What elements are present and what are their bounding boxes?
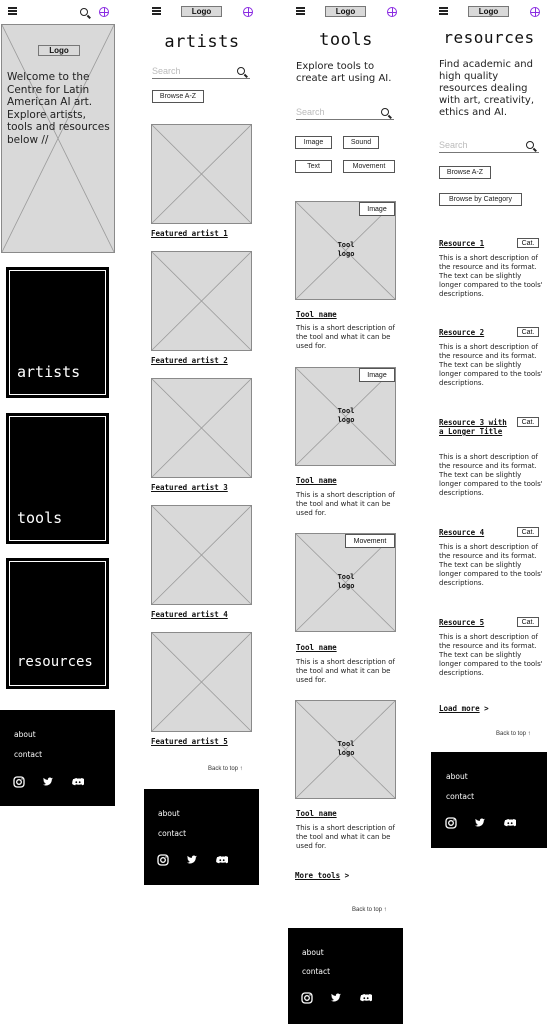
twitter-icon[interactable]: [330, 992, 342, 1004]
featured-artist-image[interactable]: [151, 505, 252, 605]
header-logo[interactable]: Logo: [181, 6, 222, 17]
filter-image-button[interactable]: Image: [295, 136, 332, 149]
footer-contact-link[interactable]: contact: [302, 967, 331, 976]
twitter-icon[interactable]: [186, 854, 198, 866]
resources-card-label: resources: [17, 654, 93, 670]
placeholder-cross-icon: [152, 633, 251, 731]
footer: [0, 710, 115, 806]
welcome-text: Welcome to the Centre for Latin American AI art. Explore artists, tools and resources below //: [7, 71, 110, 146]
resources-screen: [431, 0, 547, 1024]
tool-name-link[interactable]: Tool name: [296, 476, 337, 485]
featured-artist-link[interactable]: Featured artist 1: [151, 229, 228, 238]
hamburger-menu-icon[interactable]: [296, 7, 305, 15]
tool-logo: Tool logo: [337, 573, 355, 590]
header-logo[interactable]: Logo: [468, 6, 509, 17]
search-input[interactable]: Search: [439, 140, 539, 153]
footer-contact-link[interactable]: contact: [158, 829, 187, 838]
tool-description: This is a short description of the tool and what it can be used for.: [296, 658, 395, 684]
tool-logo: Tool logo: [337, 740, 355, 757]
tool-category-tag: Image: [359, 368, 395, 382]
tool-description: This is a short description of the tool and what it can be used for.: [296, 324, 395, 350]
resource-category-tag: Cat.: [517, 327, 539, 337]
tool-card-image[interactable]: [295, 201, 396, 300]
discord-icon[interactable]: [360, 992, 372, 1004]
filter-movement-button[interactable]: Movement: [343, 160, 395, 173]
more-tools-label: More tools: [295, 871, 341, 880]
resource-title-link[interactable]: Resource 2: [439, 328, 485, 337]
tool-name-link[interactable]: Tool name: [296, 809, 337, 818]
search-icon[interactable]: [237, 67, 245, 75]
search-input[interactable]: Search: [152, 66, 250, 79]
tools-screen: [288, 0, 404, 1024]
hamburger-menu-icon[interactable]: [8, 7, 17, 15]
back-to-top-link[interactable]: Back to top ↑: [496, 731, 531, 737]
artists-card-label: artists: [17, 363, 81, 381]
browse-az-button[interactable]: Browse A-Z: [439, 166, 491, 179]
footer: [431, 752, 547, 848]
instagram-icon[interactable]: [157, 854, 169, 866]
header-logo[interactable]: Logo: [325, 6, 366, 17]
hamburger-menu-icon[interactable]: [152, 7, 161, 15]
discord-icon[interactable]: [504, 817, 516, 829]
resource-description: This is a short description of the resource and its format. The text can be slightly longer compared to the tools' descriptions.: [439, 453, 543, 497]
tool-description: This is a short description of the tool and what it can be used for.: [296, 824, 395, 850]
search-icon[interactable]: [381, 108, 389, 116]
instagram-icon[interactable]: [445, 817, 457, 829]
hero-logo[interactable]: Logo: [38, 45, 80, 56]
featured-artist-link[interactable]: Featured artist 3: [151, 483, 228, 492]
load-more-label: Load more: [439, 704, 480, 713]
resource-description: This is a short description of the resource and its format. The text can be slightly longer compared to the tools' descriptions.: [439, 633, 543, 677]
footer-about-link[interactable]: about: [158, 809, 180, 818]
more-tools-link[interactable]: [295, 871, 349, 880]
twitter-icon[interactable]: [42, 776, 54, 788]
resource-category-tag: Cat.: [517, 417, 539, 427]
tool-logo: Tool logo: [337, 241, 355, 258]
load-more-link[interactable]: [439, 704, 489, 713]
resource-title-link[interactable]: Resource 3 with a Longer Title: [439, 418, 507, 436]
resource-title-link[interactable]: Resource 1: [439, 239, 485, 248]
discord-icon[interactable]: [72, 776, 84, 788]
tool-description: This is a short description of the tool and what it can be used for.: [296, 491, 395, 517]
tools-card-label: tools: [17, 509, 63, 527]
search-input[interactable]: Search: [296, 107, 394, 120]
tool-card-image[interactable]: [295, 367, 396, 466]
resource-description: This is a short description of the resource and its format. The text can be slightly longer compared to the tools' descriptions.: [439, 343, 543, 387]
discord-icon[interactable]: [216, 854, 228, 866]
footer: [288, 928, 403, 1024]
placeholder-cross-icon: [152, 379, 251, 477]
resource-title-link[interactable]: Resource 4: [439, 528, 485, 537]
resource-category-tag: Cat.: [517, 238, 539, 248]
tool-name-link[interactable]: Tool name: [296, 310, 337, 319]
page-title: artists: [164, 32, 240, 52]
featured-artist-image[interactable]: [151, 251, 252, 351]
search-icon[interactable]: [80, 8, 88, 16]
language-globe-icon[interactable]: [530, 7, 540, 17]
footer-about-link[interactable]: about: [446, 772, 468, 781]
home-screen: [0, 0, 116, 1024]
chevron-right-icon: >: [484, 704, 489, 713]
intro-text: Find academic and high quality resources dealing with art, creativity, ethics and AI.: [439, 59, 534, 118]
footer-about-link[interactable]: about: [14, 730, 36, 739]
footer-contact-link[interactable]: contact: [14, 750, 43, 759]
tool-card-image[interactable]: [295, 533, 396, 632]
placeholder-cross-icon: [152, 506, 251, 604]
tool-category-tag: Image: [359, 202, 395, 216]
artists-card[interactable]: [6, 267, 109, 398]
featured-artist-link[interactable]: Featured artist 5: [151, 737, 228, 746]
resource-category-tag: Cat.: [517, 527, 539, 537]
hamburger-menu-icon[interactable]: [439, 7, 448, 15]
artists-screen: [144, 0, 260, 1024]
chevron-right-icon: >: [344, 871, 350, 880]
placeholder-cross-icon: [152, 125, 251, 223]
footer-contact-link[interactable]: contact: [446, 792, 475, 801]
instagram-icon[interactable]: [13, 776, 25, 788]
featured-artist-image[interactable]: [151, 124, 252, 224]
back-to-top-link[interactable]: Back to top ↑: [352, 907, 387, 913]
resource-category-tag: Cat.: [517, 617, 539, 627]
page-title: resources: [443, 28, 535, 47]
tools-card[interactable]: [6, 413, 109, 544]
search-icon[interactable]: [526, 141, 534, 149]
twitter-icon[interactable]: [474, 817, 486, 829]
hero-image: [1, 24, 115, 253]
featured-artist-image[interactable]: [151, 632, 252, 732]
language-globe-icon[interactable]: [243, 7, 253, 17]
footer: [144, 789, 259, 885]
featured-artist-image[interactable]: [151, 378, 252, 478]
intro-text: Explore tools to create art using AI.: [296, 61, 392, 84]
page-title: tools: [319, 30, 373, 50]
filter-sound-button[interactable]: Sound: [343, 136, 379, 149]
tool-category-tag: Movement: [345, 534, 395, 548]
language-globe-icon[interactable]: [387, 7, 397, 17]
instagram-icon[interactable]: [301, 992, 313, 1004]
tool-logo: Tool logo: [337, 407, 355, 424]
featured-artist-link[interactable]: Featured artist 4: [151, 610, 228, 619]
browse-az-button[interactable]: Browse A-Z: [152, 90, 204, 103]
tool-card-image[interactable]: [295, 700, 396, 799]
resource-description: This is a short description of the resource and its format. The text can be slightly longer compared to the tools' descriptions.: [439, 543, 543, 587]
featured-artist-link[interactable]: Featured artist 2: [151, 356, 228, 365]
back-to-top-link[interactable]: Back to top ↑: [208, 766, 243, 772]
resources-card[interactable]: [6, 558, 109, 689]
tool-name-link[interactable]: Tool name: [296, 643, 337, 652]
language-globe-icon[interactable]: [99, 7, 109, 17]
resource-description: This is a short description of the resource and its format. The text can be slightly longer compared to the tools' descriptions.: [439, 254, 543, 298]
footer-about-link[interactable]: about: [302, 948, 324, 957]
resource-title-link[interactable]: Resource 5: [439, 618, 485, 627]
browse-by-category-button[interactable]: Browse by Category: [439, 193, 522, 206]
placeholder-cross-icon: [152, 252, 251, 350]
filter-text-button[interactable]: Text: [295, 160, 332, 173]
